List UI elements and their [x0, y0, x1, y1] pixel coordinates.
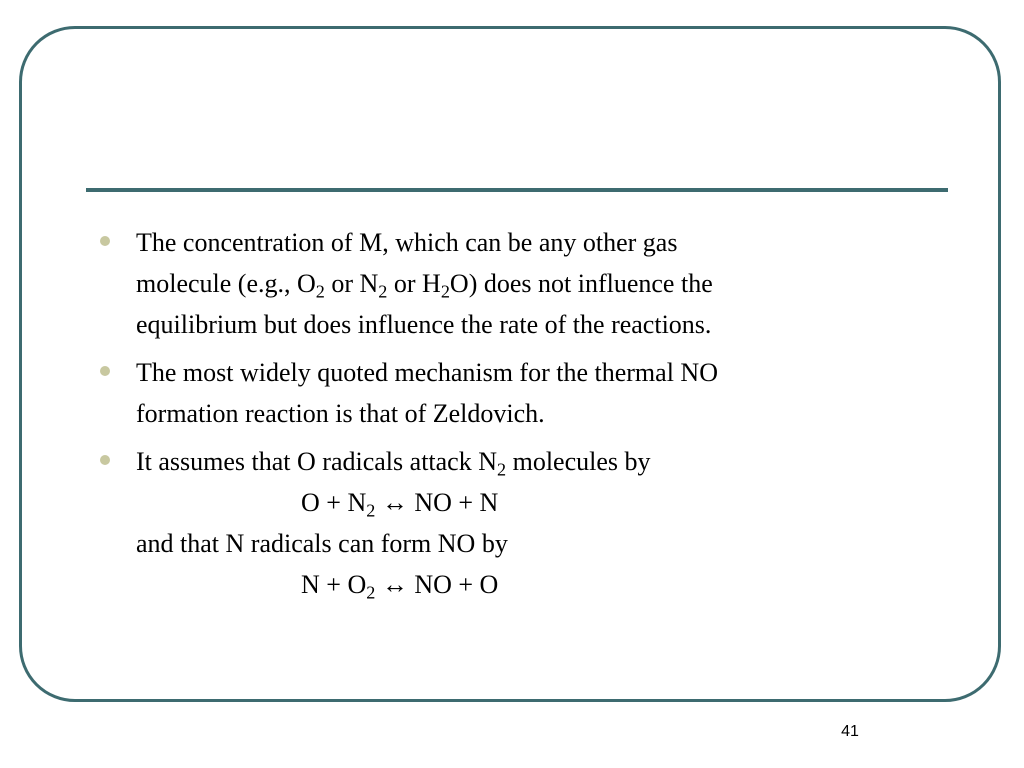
slide-content	[100, 222, 920, 612]
bullet-item	[100, 222, 920, 345]
title-divider	[86, 188, 948, 192]
bullet-dot-icon	[100, 455, 110, 465]
bullet-dot-icon	[100, 366, 110, 376]
bullet-line: equilibrium but does influence the rate of the reactions.	[136, 310, 712, 339]
bullet-line: molecule (e.g., $O_2$ or $N_2$ or $H_2O$) does not influence the	[136, 269, 713, 302]
bullet-dot-icon	[100, 236, 110, 246]
bullet-item	[100, 441, 920, 605]
reaction-equation: $O + N_2$ ↔ NO + N	[301, 488, 499, 521]
bullet-item	[100, 352, 920, 434]
bullet-line: The most widely quoted mechanism for the thermal NO	[136, 358, 718, 387]
bullet-line: formation reaction is that of Zeldovich.	[136, 399, 545, 428]
bullet-line: The concentration of M, which can be any other gas	[136, 228, 678, 257]
reaction-equation: $N + O_2$ ↔ NO + O	[301, 570, 499, 603]
page-number: 41	[841, 723, 859, 740]
bullet-line: and that N radicals can form NO by	[136, 529, 508, 558]
bullet-line: It assumes that O radicals attack $N_2$ molecules by	[136, 447, 651, 480]
